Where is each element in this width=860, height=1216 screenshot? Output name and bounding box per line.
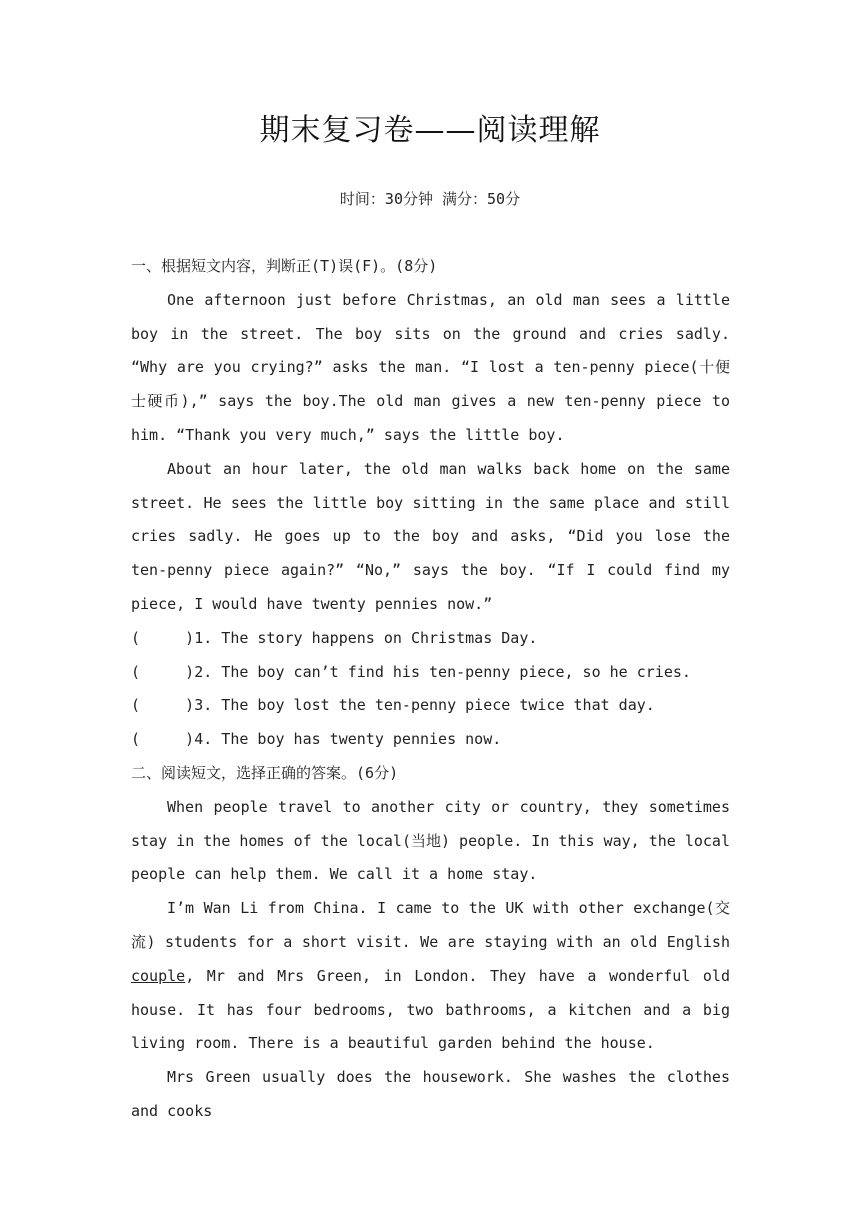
paragraph-2-text-start: I’m Wan Li from China. I came to the UK with other exchange(交流) students for a short visit. We are staying with an old English bbox=[131, 899, 730, 951]
section-2-heading: 二、阅读短文，选择正确的答案。(6分) bbox=[131, 763, 399, 782]
question-3: ( )3. The boy lost the ten-penny piece twice that day. bbox=[131, 696, 655, 715]
exam-info: 时间：30分钟 满分：50分 bbox=[339, 190, 521, 208]
page-title: 期末复习卷——阅读理解 bbox=[259, 113, 601, 148]
question-1: ( )1. The story happens on Christmas Day. bbox=[131, 628, 538, 647]
paragraph-2-text-end: , Mr and Mrs Green, in London. They have a wonderful old house. It has four bedrooms, two bathrooms, a kitchen and a big living room. There is a beautiful garden behind the house. bbox=[131, 966, 730, 1053]
section-2-paragraph-1: When people travel to another city or country, they sometimes stay in the homes of the local(当地) people. In this way, the local people can help them. We call it a home stay. bbox=[131, 797, 730, 884]
question-2: ( )2. The boy can’t find his ten-penny piece, so he cries. bbox=[131, 662, 691, 681]
section-2-paragraph-3: Mrs Green usually does the housework. She washes the clothes and cooks bbox=[131, 1068, 730, 1120]
section-1-heading: 一、根据短文内容，判断正(T)误(F)。(8分) bbox=[131, 257, 438, 275]
document-body bbox=[131, 250, 730, 1129]
underlined-word-couple: couple bbox=[131, 966, 186, 985]
section-2-paragraph-2 bbox=[131, 892, 730, 1061]
section-1-paragraph-2: About an hour later, the old man walks back home on the same street. He sees the little boy sitting in the same place and still cries sadly. He goes up to the boy and asks, “Did you lose the ten-penny piece again?” “No,” says the boy. “If I could find my piece, I would have twenty pennies now.” bbox=[131, 459, 730, 613]
question-4: ( )4. The boy has twenty pennies now. bbox=[131, 730, 502, 749]
section-1-paragraph-1: One afternoon just before Christmas, an old man sees a little boy in the street. The boy sits on the ground and cries sadly. “Why are you crying?” asks the man. “I lost a ten-penny piece(十便士硬币),” says the boy.The old man gives a new ten-penny piece to him. “Thank you very much,” says the little boy. bbox=[131, 290, 730, 444]
